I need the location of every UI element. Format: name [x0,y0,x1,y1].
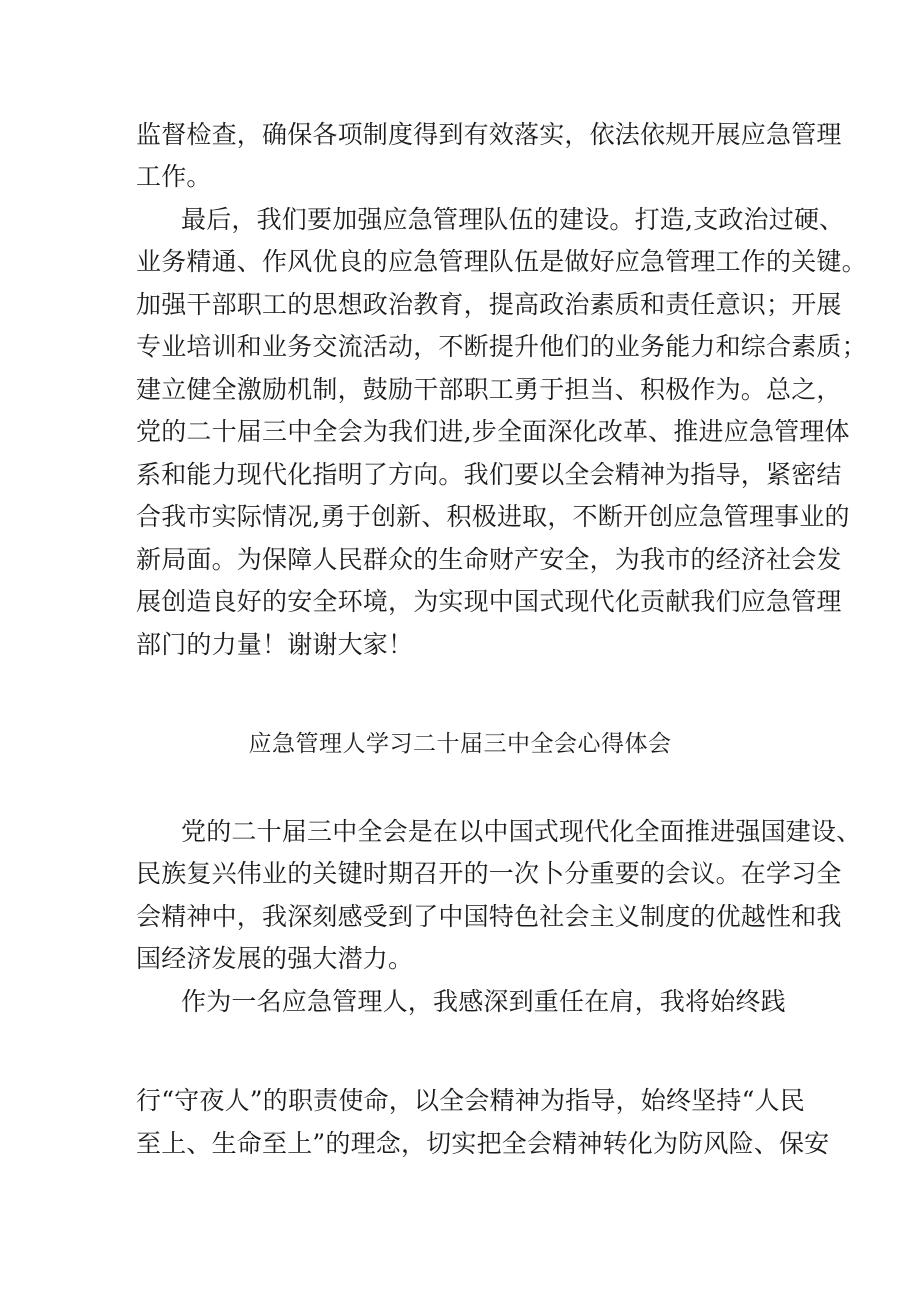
paragraph-line: 会精神中，我深刻感受到了中国特色社会主义制度的优越性和我 [136,902,842,931]
paragraph-line: 党的二十届三中全会为我们进,步全面深化改革、推进应急管理体 [136,417,850,446]
paragraph-line: 加强干部职工的思想政治教育，提高政治素质和责任意识；开展 [136,290,842,319]
paragraph-line: 专业培训和业务交流活动，不断提升他们的业务能力和综合素质； [136,332,867,361]
paragraph-line: 监督检查，确保各项制度得到有效落实，依法依规开展应急管理 [136,120,842,149]
paragraph-line: 合我市实际情况,勇于创新、积极进取，不断开创应急管理事业的 [136,502,850,531]
paragraph-line: 系和能力现代化指明了方向。我们要以全会精神为指导，紧密结 [136,460,842,489]
paragraph-line: 民族复兴伟业的关键时期召开的一次卜分重要的会议。在学习全 [136,859,842,888]
paragraph-line: 作为一名应急管理人，我感深到重任在肩，我将始终践 [181,987,786,1016]
paragraph-line: 新局面。为保障人民群众的生命财产安全，为我市的经济社会发 [136,545,842,574]
paragraph-line: 展创造良好的安全环境，为实现中国式现代化贡献我们应急管理 [136,587,842,616]
paragraph-line: 工作。 [136,162,212,191]
paragraph-line: 行“守夜人”的职责使命，以全会精神为指导，始终坚持“人民 [136,1086,805,1115]
paragraph-line: 党的二十届三中全会是在以中国式现代化全面推进强国建设、 [181,817,862,846]
paragraph-line: 业务精通、作风优良的应急管理队伍是做好应急管理工作的关键。 [136,247,867,276]
paragraph-line: 建立健全激励机制，鼓励干部职工勇于担当、积极作为。总之， [136,375,842,404]
paragraph-line: 至上、生命至上”的理念，切实把全会精神转化为防风险、保安 [136,1129,830,1158]
paragraph-line: 国经济发展的强大潜力。 [136,944,414,973]
paragraph-line: 部门的力量！谢谢大家！ [136,630,414,659]
paragraph-line: 最后，我们要加强应急管理队伍的建设。打造,支政治过硬、 [181,205,845,234]
section-title: 应急管理人学习二十届三中全会心得体会 [248,731,672,757]
